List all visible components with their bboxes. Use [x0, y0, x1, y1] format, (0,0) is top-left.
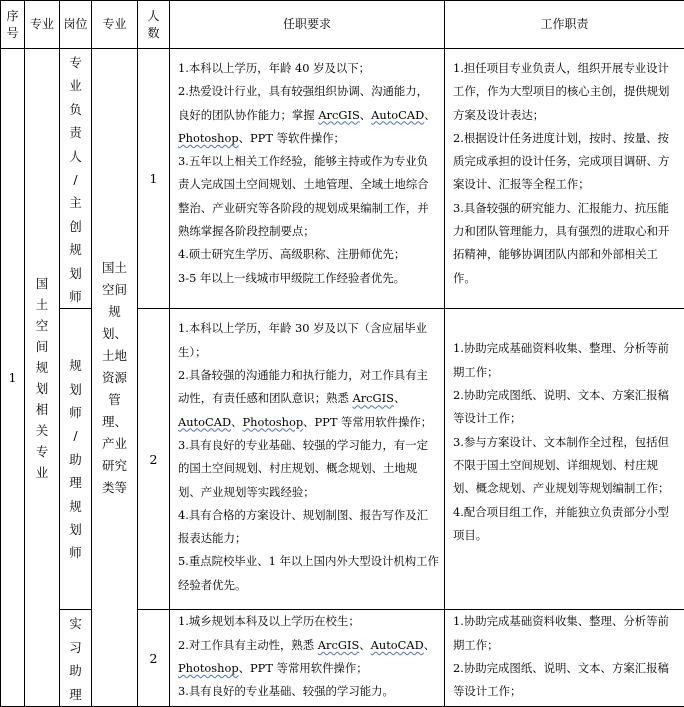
header-duties: 工作职责 [445, 1, 684, 49]
duties-cell [445, 309, 684, 610]
count-cell: 2 [138, 610, 170, 707]
group-major [25, 49, 60, 707]
requirements-list: 1.本科以上学历，年龄 40 岁及以下； 2.热爱设计行业，具有较强组织协调、沟通能力，良好的团队协作能力；掌握 ArcGIS、AutoCAD、Photoshop、PPT 等软件操作； 3.五年以上相关工作经验，能够主持或作为专业负责人完成国土空间规划、土地管理、全域土地综合整治、产业研究等各阶段的规划成果编制工作，并熟练掌握各阶段控制要点； 4.硕士研究生学历、高级职称、注册师优先； 3-5 年以上一线城市甲级院工作经验者优先。 [178, 57, 439, 290]
position-text: 实 习 助 理 [60, 612, 91, 706]
header-count-label: 人 数 [138, 8, 169, 42]
duties-list: 1.协助完成基础资料收集、整理、分析等前期工作； 2.协助完成图纸、说明、文本、方案汇报稿等设计工作； 3.参与方案设计、文本制作全过程，包括但不限于国土空间规划、详细规划、村庄规划、概念规划、产业规划等规划编制工作； 4.配合项目组工作，并能独立负责部分小型项目。 [453, 337, 679, 547]
position-cell [60, 309, 92, 610]
requirements-cell [170, 49, 445, 309]
requirements-cell [170, 309, 445, 610]
requirements-cell [170, 610, 445, 707]
position-text: 专 业 负 责 人 / 主 创 规 划 师 [60, 51, 91, 308]
header-position: 岗位 [60, 1, 92, 49]
duties-list: 1.协助完成基础资料收集、整理、分析等前期工作； 2.协助完成图纸、说明、文本、方案汇报稿等设计工作； [453, 610, 679, 703]
group-seq: 1 [1, 49, 25, 707]
count-cell: 2 [138, 309, 170, 610]
position-cell [60, 610, 92, 707]
header-field: 专业 [92, 1, 138, 49]
requirements-list: 1.城乡规划本科及以上学历在校生； 2.对工作具有主动性，熟悉 ArcGIS、AutoCAD、Photoshop、PPT 等常用软件操作； 3.具有良好的专业基础、较强的学习能力。 [178, 610, 439, 703]
count-cell: 1 [138, 49, 170, 309]
position-text: 规 划 师 / 助 理 规 划 师 [60, 354, 91, 565]
requirements-list: 1.本科以上学历，年龄 30 岁及以下（含应届毕业生）； 2.具备较强的沟通能力和执行能力，对工作具有主动性，有责任感和团队意识；熟悉 ArcGIS、AutoCAD、Photoshop、PPT 等常用软件操作； 3.具有良好的专业基础、较强的学习能力，有一定的国土空间规划、村庄规划、概念规划、土地规划、产业规划等实践经验； 4.具有合格的方案设计、规划制图、报告写作及汇报表达能力； 5.重点院校毕业、1 年以上国内外大型设计机构工作经验者优先。 [178, 317, 439, 597]
header-count [138, 1, 170, 49]
group-field [92, 49, 138, 707]
table-row [1, 49, 684, 309]
header-seq-label: 序 号 [1, 8, 24, 42]
duties-cell [445, 610, 684, 707]
duties-cell [445, 49, 684, 309]
group-major-text: 国 土 空 间 规 划 相 关 专 业 [25, 273, 59, 483]
header-seq [1, 1, 25, 49]
duties-list: 1.担任项目专业负责人，组织开展专业设计工作，作为大型项目的核心主创，提供规划方案及设计表达； 2.根据设计任务进度计划，按时、按量、按质完成承担的设计任务，完成项目调研、方案设计、汇报等全程工作； 3.具备较强的研究能力、汇报能力、抗压能力和团队管理能力，具有强烈的进取心和开拓精神，能够协调团队内部和外部相关工作。 [453, 57, 679, 290]
header-row [1, 1, 684, 49]
header-major: 专业 [25, 1, 60, 49]
position-cell [60, 49, 92, 309]
header-requirements: 任职要求 [170, 1, 445, 49]
group-field-text: 国土 空间 规 划、 土地 资源 管 理、 产业 研究 类等 [92, 257, 137, 499]
